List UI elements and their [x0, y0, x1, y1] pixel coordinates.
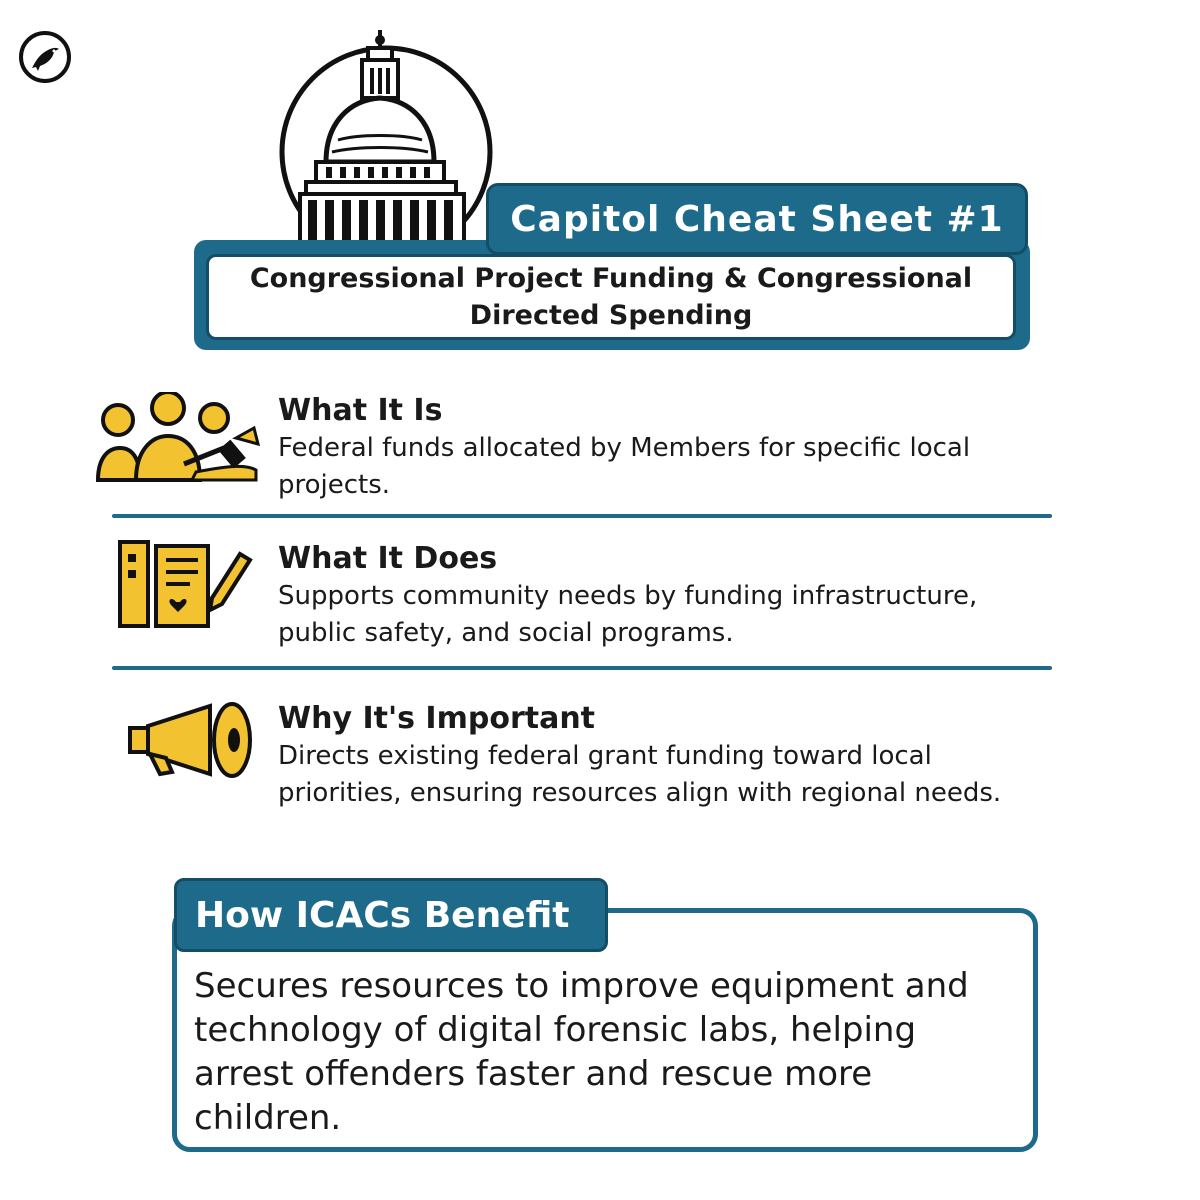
- title-banner: [486, 183, 1028, 255]
- section-body: Supports community needs by funding infrastructure, public safety, and social programs.: [278, 581, 978, 648]
- page-subtitle: Congressional Project Funding & Congressional Directed Spending: [249, 263, 973, 331]
- benefit-tab: [174, 878, 608, 952]
- section-heading: What It Is: [278, 393, 443, 428]
- section-body: Federal funds allocated by Members for specific local projects.: [278, 433, 971, 500]
- page-title: Capitol Cheat Sheet #1: [510, 198, 1004, 240]
- divider: [112, 514, 1052, 518]
- section-heading: Why It's Important: [278, 701, 596, 736]
- benefit-heading: How ICACs Benefit: [195, 894, 570, 936]
- divider: [112, 666, 1052, 670]
- section-heading: What It Does: [278, 541, 498, 576]
- subtitle-box: [206, 254, 1016, 340]
- raven-logo-icon: [18, 30, 72, 84]
- benefit-body: Secures resources to improve equipment and technology of digital forensic labs, helping arrest offenders faster and rescue more children.: [194, 966, 969, 1138]
- people-voting-icon: [96, 392, 266, 492]
- capitol-dome-icon: [278, 22, 494, 258]
- documents-pencil-icon: [116, 540, 286, 640]
- megaphone-icon: [126, 700, 296, 790]
- section-body: Directs existing federal grant funding toward local priorities, ensuring resources align with regional needs.: [278, 741, 1002, 808]
